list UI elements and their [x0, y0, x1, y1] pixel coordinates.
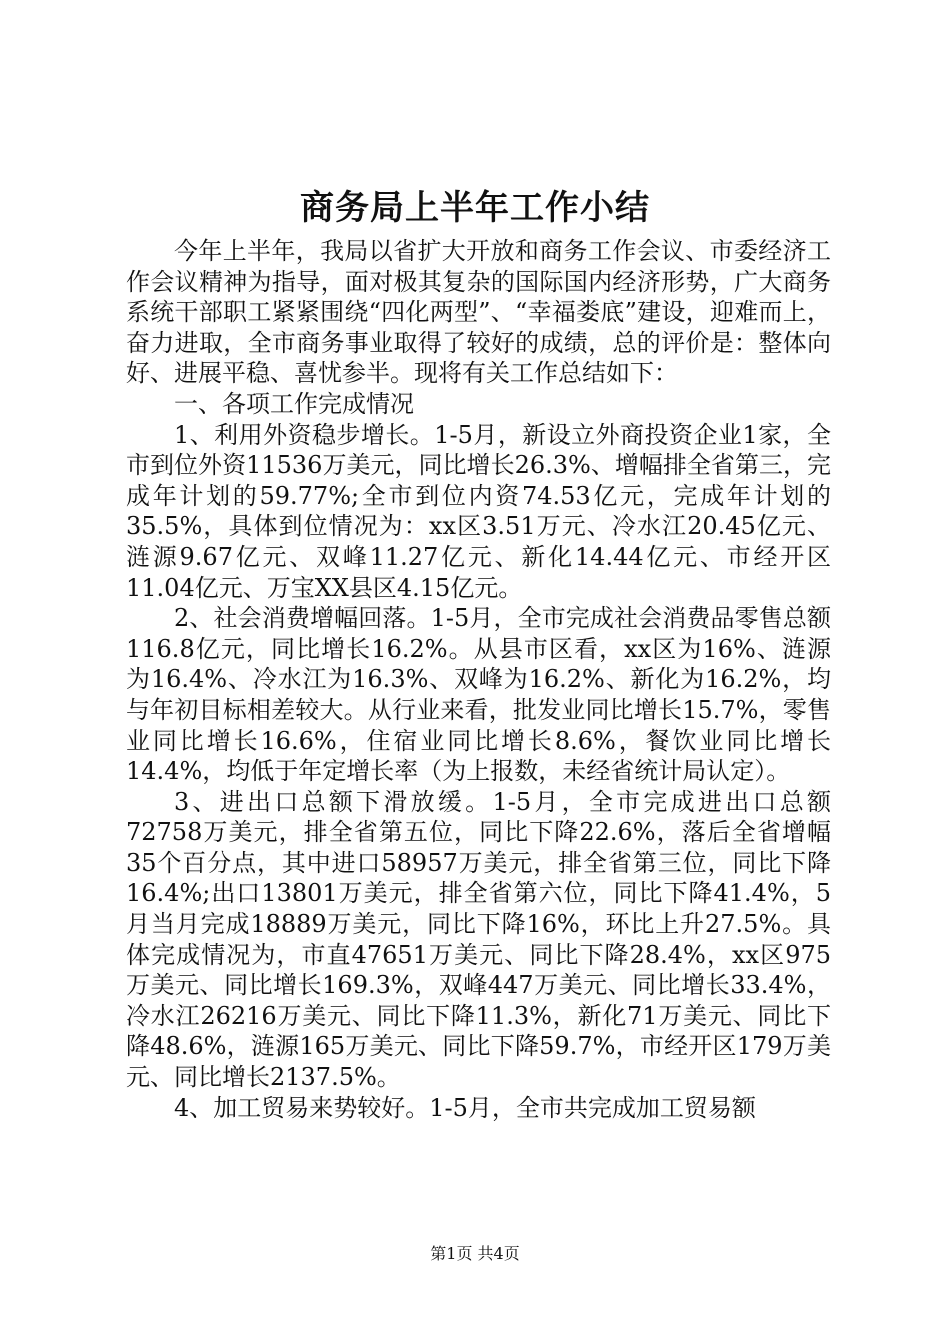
intro-paragraph: 今年上半年，我局以省扩大开放和商务工作会议、市委经济工作会议精神为指导，面对极其复杂的国际国内经济形势，广大商务系统干部职工紧紧围绕“四化两型”、“幸福娄底”建设，迎难而上，奋力进取，全市商务事业取得了较好的成绩，总的评价是：整体向好、进展平稳、喜忧参半。现将有关工作总结如下：	[126, 237, 831, 388]
paragraph-processing-trade: 4、加工贸易来势较好。1-5月，全市共完成加工贸易额	[174, 1093, 756, 1122]
document-body	[126, 236, 831, 1123]
paragraph-foreign-investment: 1、利用外资稳步增长。1-5月，新设立外商投资企业1家，全市到位外资11536万美元，同比增长26.3%、增幅排全省第三，完成年计划的59.77%;全市到位内资74.53亿元，完成年计划的35.5%，具体到位情况为：xx区3.51万元、冷水江20.45亿元、涟源9.67亿元、双峰11.27亿元、新化14.44亿元、市经开区11.04亿元、万宝XX县区4.15亿元。	[126, 420, 831, 602]
document-title: 商务局上半年工作小结	[300, 188, 650, 228]
paragraph-import-export: 3、进出口总额下滑放缓。1-5月，全市完成进出口总额72758万美元，排全省第五位，同比下降22.6%，落后全省增幅35个百分点，其中进口58957万美元，排全省第三位，同比下降16.4%;出口13801万美元，排全省第六位，同比下降41.4%，5月当月完成18889万美元，同比下降16%，环比上升27.5%。具体完成情况为，市直47651万美元、同比下降28.4%，xx区975万美元、同比增长169.3%，双峰447万美元、同比增长33.4%，冷水江26216万美元、同比下降11.3%，新化71万美元、同比下降48.6%，涟源165万美元、同比下降59.7%，市经开区179万美元、同比增长2137.5%。	[126, 787, 831, 1092]
page-footer: 第1页 共4页	[430, 1244, 520, 1263]
section-heading: 一、各项工作完成情况	[174, 389, 414, 418]
paragraph-consumption: 2、社会消费增幅回落。1-5月，全市完成社会消费品零售总额116.8亿元，同比增长16.2%。从县市区看，xx区为16%、涟源为16.4%、冷水江为16.3%、双峰为16.2%、新化为16.2%，均与年初目标相差较大。从行业来看，批发业同比增长15.7%，零售业同比增长16.6%，住宿业同比增长8.6%，餐饮业同比增长14.4%，均低于年定增长率（为上报数，未经省统计局认定）。	[126, 604, 831, 786]
